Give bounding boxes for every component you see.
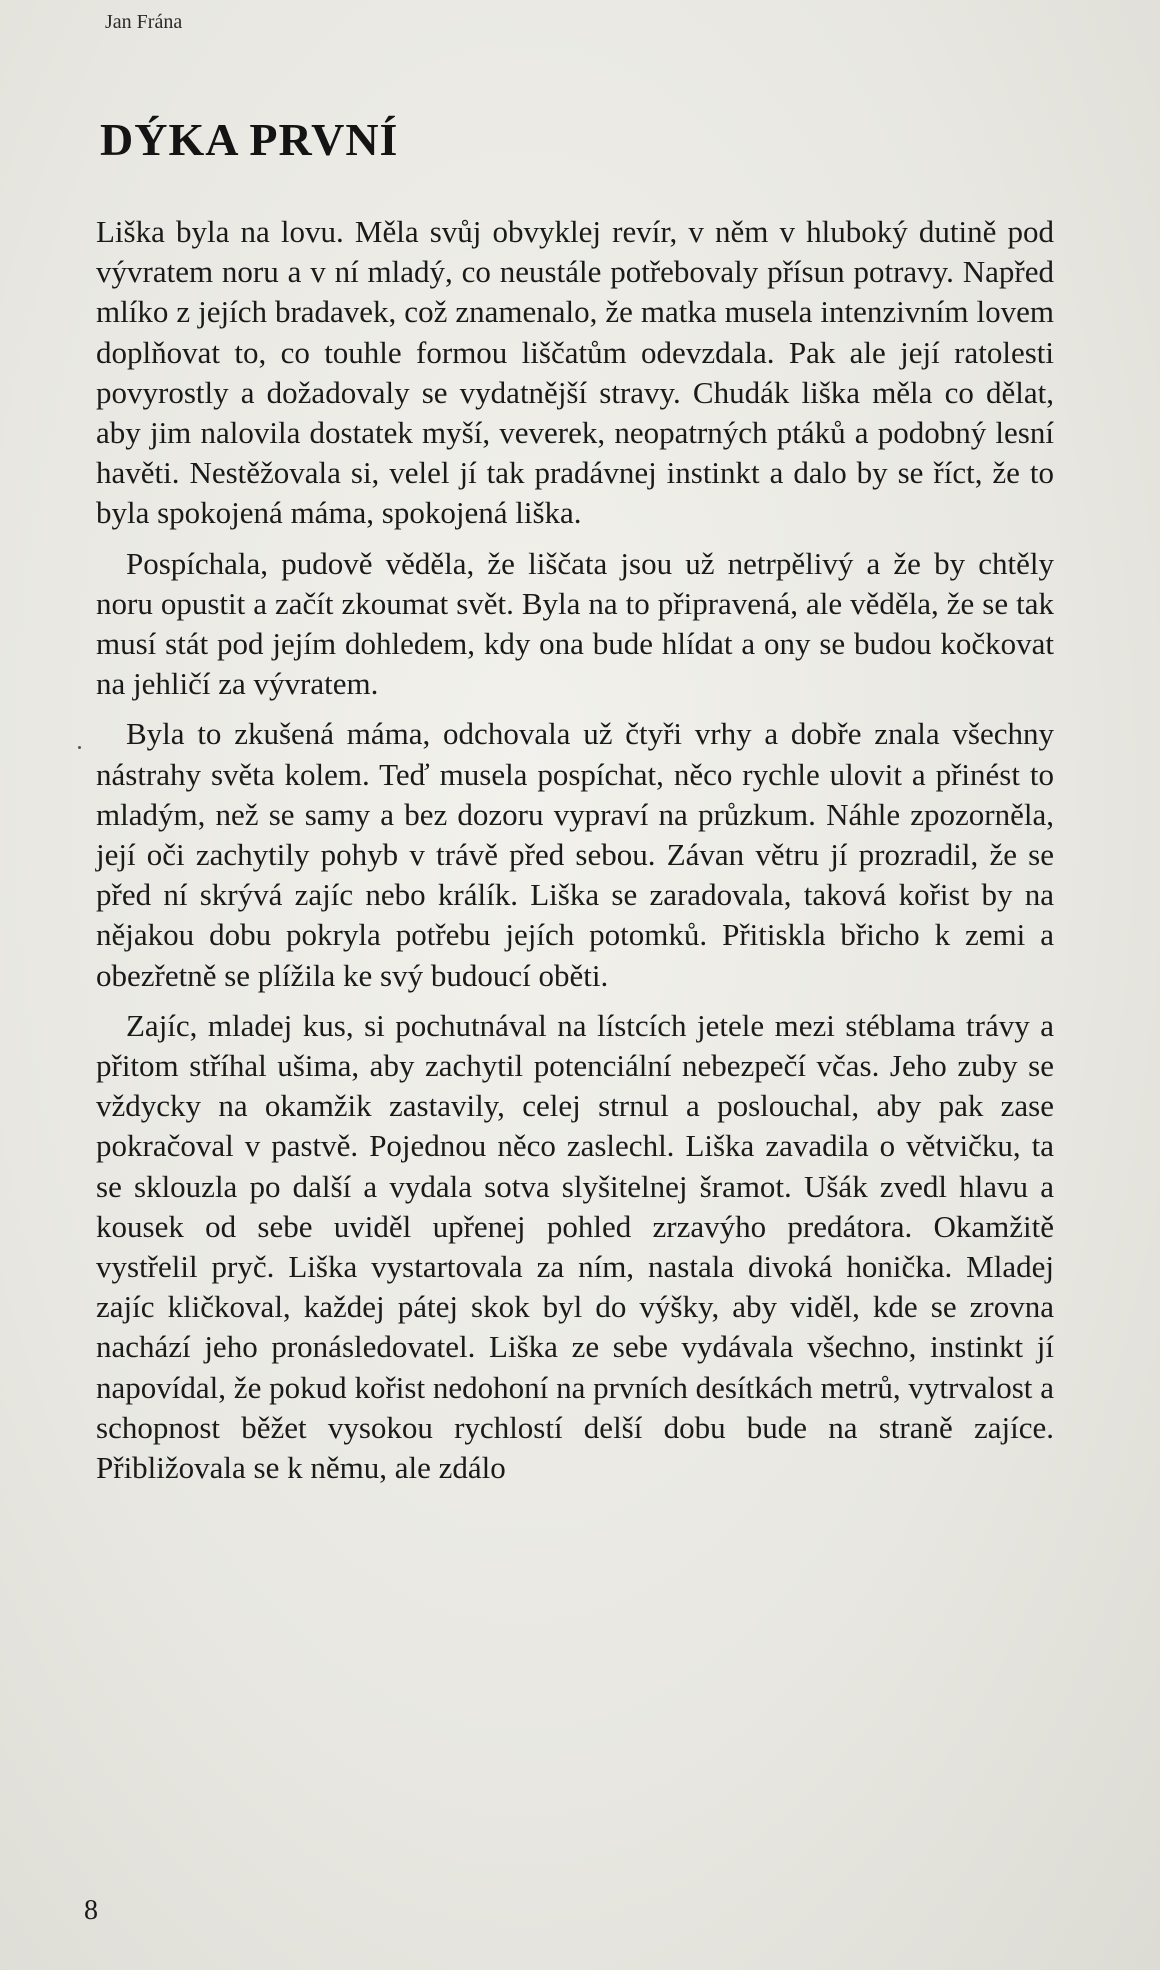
body-text bbox=[96, 212, 1054, 1498]
chapter-title: DÝKA PRVNÍ bbox=[100, 114, 399, 165]
paragraph-2: Pospíchala, pudově věděla, že liščata jsou už netrpělivý a že by chtěly noru opustit a začít zkoumat svět. Byla na to připravená, ale věděla, že se tak musí stát pod jejím dohledem, kdy ona bude hlídat a ony se budou kočkovat na jehličí za vývratem. bbox=[96, 545, 1054, 702]
paper-speck bbox=[78, 746, 81, 749]
paragraph-4: Zajíc, mladej kus, si pochutnával na lístcích jetele mezi stéblama trávy a přitom stříhal ušima, aby zachytil potenciální nebezpečí včas. Jeho zuby se vždycky na okamžik zastavily, celej strnul a poslouchal, aby pak zase pokračoval v pastvě. Pojednou něco zaslechl. Liška zavadila o větvičku, ta se sklouzla po další a vydala sotva slyšitelnej šramot. Ušák zvedl hlavu a kousek od sebe uviděl upřenej pohled zrzavýho predátora. Okamžitě vystřelil pryč. Liška vystartovala za ním, nastala divoká honička. Mladej zajíc kličkoval, každej pátej skok byl do výšky, aby viděl, kde se zrovna nachází jeho pronásledovatel. Liška ze sebe vydávala všechno, instinkt jí napovídal, že pokud kořist nedohoní na prvních desítkách metrů, vytrvalost a schopnost běžet vysokou rychlostí delší dobu bude na straně zajíce. Přibližovala se k němu, ale zdálo bbox=[96, 1007, 1054, 1486]
paragraph-1: Liška byla na lovu. Měla svůj obvyklej revír, v něm v hluboký dutině pod vývratem noru a v ní mladý, co neustále potřebovaly přísun potravy. Napřed mlíko z jejích bradavek, což znamenalo, že matka musela intenzivním lovem doplňovat to, co touhle formou liščatům odevzdala. Pak ale její ratolesti povyrostly a dožadovaly se vydatnější stravy. Chudák liška měla co dělat, aby jim nalovila dostatek myší, veverek, neopatrných ptáků a podobný lesní havěti. Nestěžovala si, velel jí tak pradávnej instinkt a dalo by se říct, že to byla spokojená máma, spokojená liška. bbox=[96, 214, 1054, 531]
paragraph-3: Byla to zkušená máma, odchovala už čtyři vrhy a dobře znala všechny nástrahy světa kolem. Teď musela pospíchat, něco rychle ulovit a přinést to mladým, než se samy a bez dozoru vypraví na průzkum. Náhle zpozorněla, její oči zachytily pohyb v trávě před sebou. Závan větru jí prozradil, že se před ní skrývá zajíc nebo králík. Liška se zaradovala, taková kořist by na nějakou dobu pokryla potřebu jejích potomků. Přitiskla břicho k zemi a obezřetně se plížila ke svý budoucí oběti. bbox=[96, 716, 1054, 993]
page-number: 8 bbox=[84, 1895, 98, 1926]
running-head-author: Jan Frána bbox=[105, 11, 183, 33]
